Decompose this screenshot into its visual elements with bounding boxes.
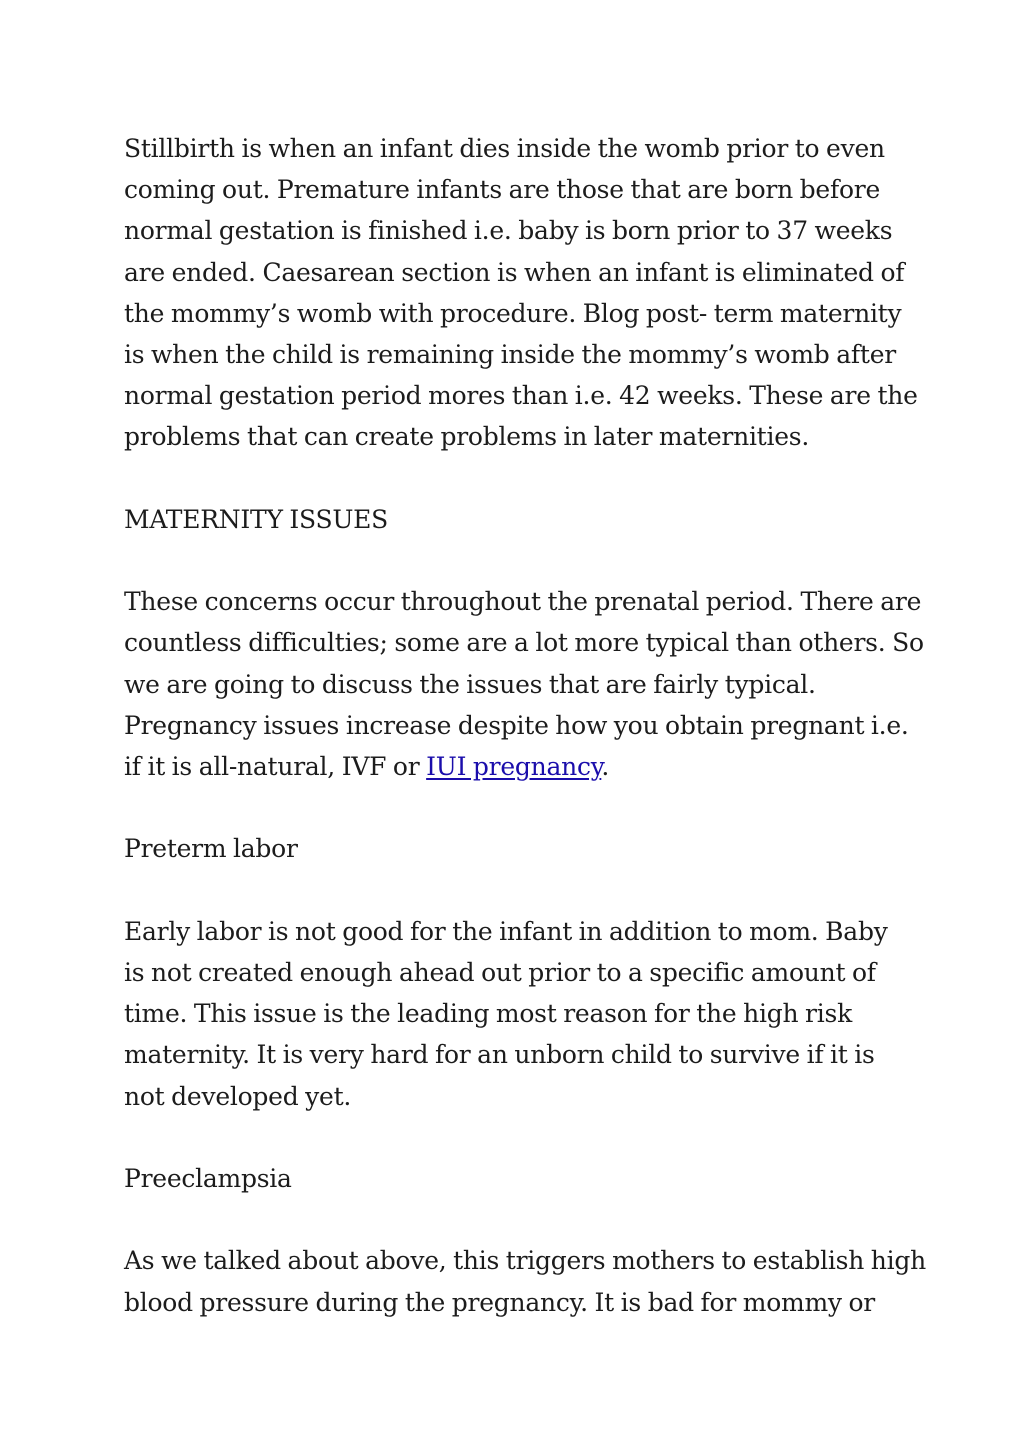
text-line-with-link [124, 746, 914, 787]
heading-preeclampsia: Preeclampsia [124, 1164, 292, 1193]
text-line: coming out. Premature infants are those that are born before [124, 175, 881, 205]
text-line: Stillbirth is when an infant dies inside the womb prior to even [124, 134, 885, 163]
text-line: blood pressure during the pregnancy. It is bad for mommy or [124, 1287, 875, 1317]
iui-pregnancy-link[interactable]: IUI pregnancy [426, 752, 602, 782]
text-line: normal gestation period mores than i.e. 42 weeks. These are the [124, 381, 918, 411]
text-line: These concerns occur throughout the prenatal period. There are [124, 587, 922, 617]
text-line: problems that can create problems in later maternities. [124, 422, 810, 452]
text-line: normal gestation is finished i.e. baby is born prior to 37 weeks [124, 216, 893, 246]
text-fragment: if it is all-natural, IVF or [124, 752, 427, 782]
text-line: not developed yet. [124, 1081, 352, 1111]
text-line: is when the child is remaining inside the mommy’s womb after [124, 340, 896, 370]
paragraph-maternity-concerns [124, 581, 924, 787]
heading-preterm-labor: Preterm labor [124, 834, 298, 864]
document-page [124, 128, 926, 1364]
text-line: As we talked about above, this triggers mothers to establish high [124, 1246, 926, 1276]
paragraph-stillbirth [124, 128, 918, 458]
text-line: Early labor is not good for the infant in addition to mom. Baby [124, 916, 888, 946]
text-line: are ended. Caesarean section is when an infant is eliminated of [124, 257, 905, 287]
paragraph-preterm-labor [124, 911, 914, 1117]
text-line: is not created enough ahead out prior to a specific amount of [124, 958, 876, 987]
heading-maternity-issues: MATERNITY ISSUES [124, 504, 389, 534]
text-line: the mommy’s womb with procedure. Blog post- term maternity [124, 298, 902, 328]
text-line: we are going to discuss the issues that are fairly typical. [124, 669, 816, 699]
text-line: time. This issue is the leading most reason for the high risk [124, 999, 852, 1029]
text-fragment: . [601, 752, 610, 782]
paragraph-preeclampsia [124, 1240, 926, 1322]
text-line: countless difficulties; some are a lot more typical than others. So [124, 628, 924, 658]
text-line: Pregnancy issues increase despite how you obtain pregnant i.e. [124, 710, 909, 740]
text-line: maternity. It is very hard for an unborn child to survive if it is [124, 1040, 875, 1070]
